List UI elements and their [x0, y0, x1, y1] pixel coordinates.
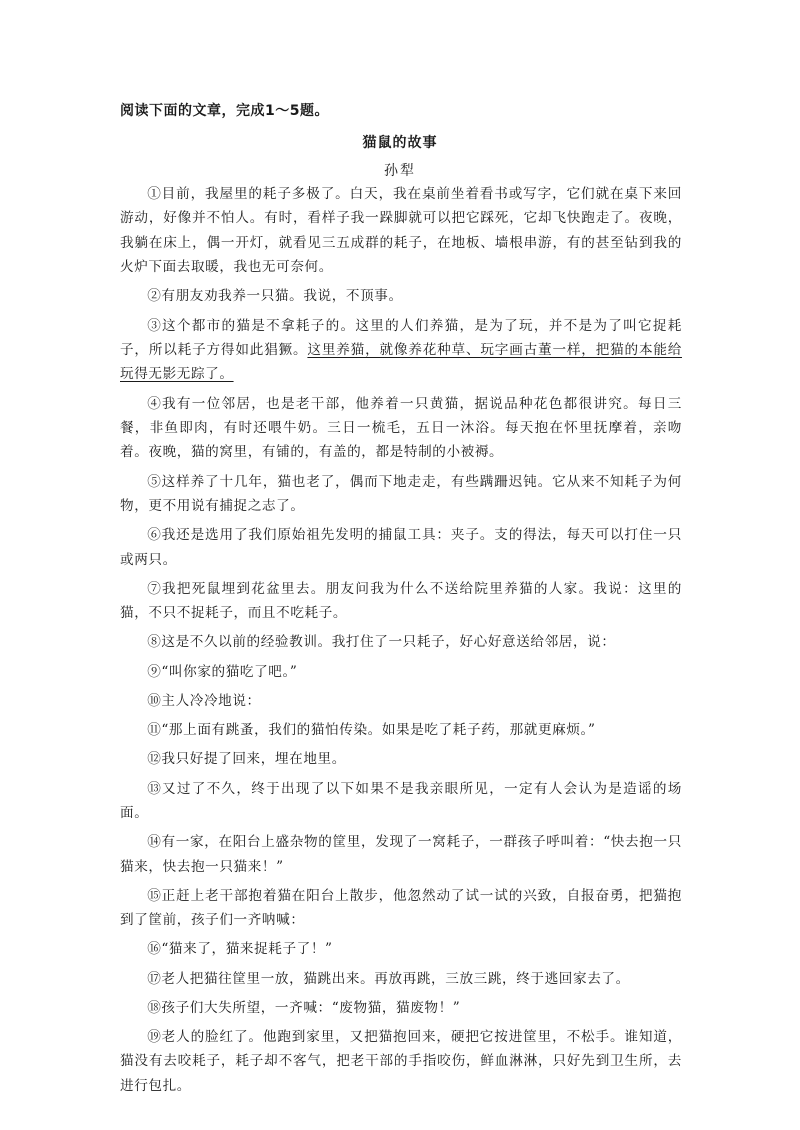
article-paragraph	[120, 182, 682, 280]
paragraph-text: ⑪“那上面有跳蚤，我们的猫怕传染。如果是吃了耗子药，那就更麻烦。”	[147, 722, 596, 739]
paragraph-text: ⑱孩子们大失所望，一齐喊：“废物猫，猫废物！”	[147, 999, 461, 1016]
paragraph-text: ⑮正赶上老干部抱着猫在阳台上散步，他忽然动了试一试的兴致，自报奋勇，把猫抱到了筐前，孩子们一齐呐喊：	[120, 887, 682, 929]
paragraph-text: ⑰老人把猫往筐里一放，猫跳出来。再放再跳，三放三跳，终于逃回家去了。	[147, 970, 630, 987]
article-paragraph	[120, 630, 682, 654]
underlined-sentence: 这里养猫，就像养花种草、玩字画古董一样，把猫的本能给玩得无影无踪了。	[120, 342, 682, 383]
paragraph-text: ⑥我还是选用了我们原始祖先发明的捕鼠工具：夹子。支的得法，每天可以打住一只或两只。	[120, 527, 682, 568]
article-paragraph	[120, 996, 682, 1020]
article-paragraph	[120, 718, 682, 742]
paragraph-text: ⑦我把死鼠埋到花盆里去。朋友问我为什么不送给院里养猫的人家。我说：这里的猫，不只不捉耗子，而且不吃耗子。	[120, 580, 682, 622]
article-paragraph	[120, 747, 682, 771]
article-paragraph	[120, 967, 682, 991]
exam-instruction: 阅读下面的文章，完成1～5题。	[120, 103, 329, 119]
paragraph-text: ⑬又过了不久，终于出现了以下如果不是我亲眼所见，一定有人会认为是造谣的场面。	[120, 780, 682, 821]
article-paragraph	[120, 1025, 682, 1098]
article-paragraph	[120, 577, 682, 626]
paragraph-text: ⑧这是不久以前的经验教训。我打住了一只耗子，好心好意送给邻居，说：	[147, 634, 616, 651]
article-paragraph	[120, 830, 682, 879]
article-paragraph	[120, 937, 682, 961]
article-body	[120, 182, 682, 1103]
article-paragraph	[120, 392, 682, 465]
article-paragraph	[120, 884, 682, 933]
article-paragraph	[120, 470, 682, 519]
paragraph-text: ⑲老人的脸红了。他跑到家里，又把猫抱回来，硬把它按进筐里，不松手。谁知道，猫没有去咬耗子，耗子却不客气，把老干部的手指咬伤，鲜血淋淋，只好先到卫生所，去进行包扎。	[120, 1028, 682, 1094]
paragraph-text: ⑭有一家，在阳台上盛杂物的筐里，发现了一窝耗子，一群孩子呼叫着：“快去抱一只猫来，快去抱一只猫来！”	[120, 834, 682, 875]
paragraph-text: ②有朋友劝我养一只猫。我说，不顶事。	[147, 288, 403, 305]
paragraph-text: ⑫我只好提了回来，埋在地里。	[147, 751, 346, 768]
article-paragraph	[120, 284, 682, 308]
paragraph-text: ①目前，我屋里的耗子多极了。白天，我在桌前坐着看书或写字，它们就在桌下来回游动，好像并不怕人。有时，看样子我一跺脚就可以把它踩死，它却飞快跑走了。夜晚，我躺在床上，偶一开灯，就看见三五成群的耗子，在地板、墙根串游，有的甚至钻到我的火炉下面去取暖，我也无可奈何。	[120, 186, 682, 276]
article-paragraph	[120, 314, 682, 387]
article-paragraph	[120, 523, 682, 572]
article-author: 孙犁	[384, 163, 416, 179]
article-title: 猫鼠的故事	[362, 135, 438, 151]
paragraph-text: ⑩主人冷冷地说：	[147, 692, 261, 709]
paragraph-text: ⑤这样养了十几年，猫也老了，偶而下地走走，有些蹒跚迟钝。它从来不知耗子为何物，更不用说有捕捉之志了。	[120, 473, 682, 515]
article-paragraph	[120, 777, 682, 826]
article-paragraph	[120, 689, 682, 713]
paragraph-text: ⑯“猫来了，猫来捉耗子了！”	[147, 941, 333, 958]
article-paragraph	[120, 660, 682, 684]
paragraph-text: ④我有一位邻居，也是老干部，他养着一只黄猫，据说品种花色都很讲究。每日三餐，非鱼即肉，有时还喂牛奶。三日一梳毛，五日一沐浴。每天抱在怀里抚摩着，亲吻着。夜晚，猫的窝里，有铺的，有盖的，都是特制的小被褥。	[120, 395, 682, 461]
paragraph-text: ⑨“叫你家的猫吃了吧。”	[147, 663, 298, 680]
paragraph-text: ③这个都市的猫是不拿耗子的。这里的人们养猫，是为了玩，并不是为了叫它捉耗子，所以耗子方得如此猖獗。	[120, 317, 682, 359]
